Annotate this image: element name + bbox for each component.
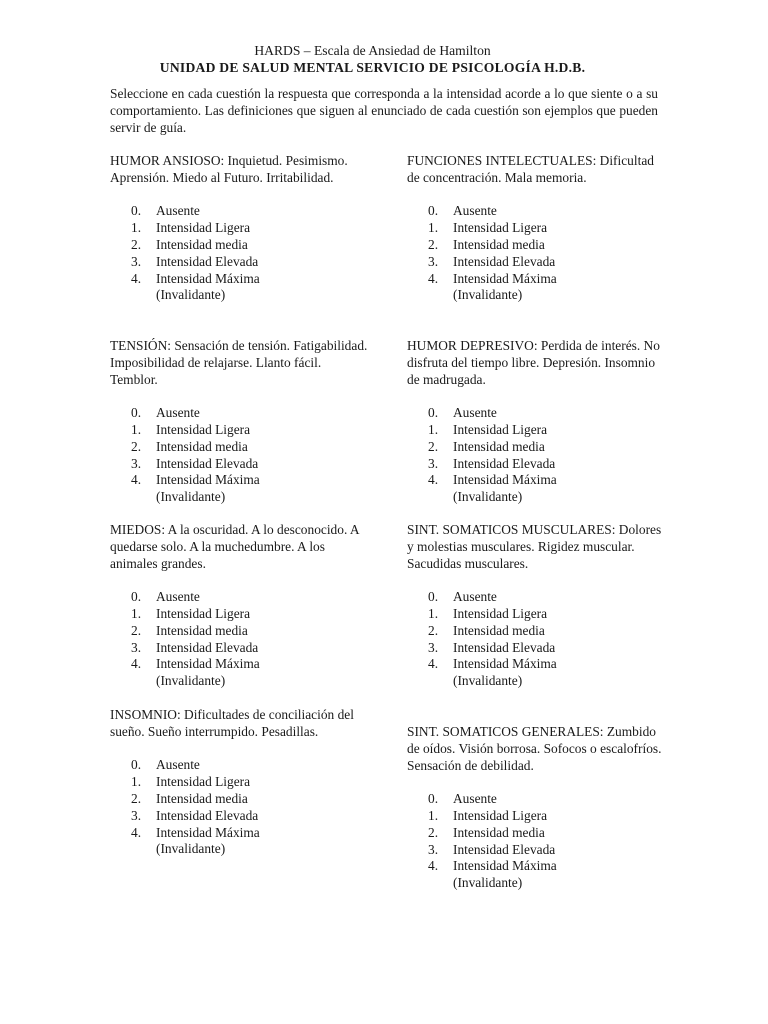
option-number: 4. bbox=[428, 656, 439, 672]
option-note: (Invalidante) bbox=[156, 287, 226, 303]
answer-option[interactable] bbox=[110, 472, 372, 489]
option-number: 0. bbox=[131, 589, 142, 605]
option-label: Intensidad Elevada bbox=[156, 639, 259, 655]
option-number: 1. bbox=[428, 605, 439, 621]
answer-option[interactable] bbox=[110, 203, 372, 220]
answer-option[interactable] bbox=[110, 656, 372, 673]
option-label: Ausente bbox=[156, 757, 200, 773]
option-number: 0. bbox=[428, 589, 439, 605]
option-number: 3. bbox=[428, 841, 439, 857]
question-description: HUMOR DEPRESIVO: Perdida de interés. No disfruta del tiempo libre. Depresión. Insomnio de madrugada. bbox=[407, 338, 660, 387]
option-note: (Invalidante) bbox=[453, 673, 523, 689]
option-number: 1. bbox=[131, 220, 142, 236]
document-title: HARDS – Escala de Ansiedad de Hamilton bbox=[254, 43, 491, 58]
option-number: 2. bbox=[428, 824, 439, 840]
answer-option[interactable] bbox=[407, 220, 669, 237]
option-label: Intensidad Ligera bbox=[453, 421, 548, 437]
option-label: Intensidad Elevada bbox=[453, 253, 556, 269]
option-number: 1. bbox=[428, 220, 439, 236]
option-number: 4. bbox=[428, 270, 439, 286]
option-number: 3. bbox=[428, 455, 439, 471]
option-label: Ausente bbox=[453, 791, 497, 807]
answer-option[interactable] bbox=[407, 640, 669, 657]
option-number: 1. bbox=[131, 774, 142, 790]
answer-option[interactable] bbox=[407, 472, 669, 489]
question-block bbox=[110, 338, 372, 522]
option-note: (Invalidante) bbox=[156, 841, 226, 857]
option-label: Intensidad media bbox=[156, 790, 248, 806]
answer-option[interactable] bbox=[110, 422, 372, 439]
option-note: (Invalidante) bbox=[156, 673, 226, 689]
question-description: SINT. SOMATICOS MUSCULARES: Dolores y molestias musculares. Rigidez muscular. Sacudidas musculares. bbox=[407, 522, 662, 571]
option-label: Intensidad Ligera bbox=[156, 220, 251, 236]
option-label: Ausente bbox=[156, 203, 200, 219]
option-number: 4. bbox=[131, 270, 142, 286]
option-number: 2. bbox=[428, 236, 439, 252]
option-number: 0. bbox=[428, 203, 439, 219]
answer-options bbox=[407, 589, 669, 673]
answer-option[interactable] bbox=[407, 456, 669, 473]
answer-option[interactable] bbox=[110, 439, 372, 456]
question-block bbox=[407, 522, 669, 724]
answer-option[interactable] bbox=[407, 254, 669, 271]
answer-options bbox=[110, 405, 372, 489]
answer-option[interactable] bbox=[407, 606, 669, 623]
option-label: Intensidad Máxima bbox=[453, 472, 557, 488]
questions-column-left bbox=[110, 153, 372, 887]
option-label: Intensidad media bbox=[156, 438, 248, 454]
option-number: 3. bbox=[428, 253, 439, 269]
option-number: 3. bbox=[428, 639, 439, 655]
answer-option[interactable] bbox=[407, 589, 669, 606]
answer-options bbox=[110, 203, 372, 287]
answer-options bbox=[407, 791, 669, 875]
option-label: Intensidad Máxima bbox=[156, 656, 260, 672]
answer-option[interactable] bbox=[110, 271, 372, 288]
answer-option[interactable] bbox=[407, 237, 669, 254]
option-label: Ausente bbox=[453, 405, 497, 421]
option-number: 4. bbox=[428, 472, 439, 488]
question-block bbox=[110, 522, 372, 707]
option-label: Intensidad Máxima bbox=[156, 824, 260, 840]
option-label: Intensidad media bbox=[156, 622, 248, 638]
option-label: Intensidad Ligera bbox=[156, 421, 251, 437]
question-description: TENSIÓN: Sensación de tensión. Fatigabilidad. Imposibilidad de relajarse. Llanto fácil. Temblor. bbox=[110, 338, 368, 387]
option-number: 4. bbox=[428, 858, 439, 874]
answer-option[interactable] bbox=[407, 623, 669, 640]
option-number: 4. bbox=[131, 656, 142, 672]
answer-options bbox=[407, 405, 669, 489]
answer-option[interactable] bbox=[110, 456, 372, 473]
option-number: 2. bbox=[131, 438, 142, 454]
option-label: Ausente bbox=[156, 589, 200, 605]
question-block bbox=[407, 338, 669, 522]
option-note: (Invalidante) bbox=[453, 875, 523, 891]
answer-option[interactable] bbox=[407, 271, 669, 288]
option-number: 0. bbox=[131, 203, 142, 219]
answer-option[interactable] bbox=[110, 405, 372, 422]
answer-option[interactable] bbox=[110, 220, 372, 237]
question-block bbox=[110, 707, 372, 887]
option-label: Intensidad Máxima bbox=[453, 858, 557, 874]
option-number: 2. bbox=[131, 790, 142, 806]
answer-option[interactable] bbox=[110, 757, 372, 774]
answer-option[interactable] bbox=[110, 589, 372, 606]
option-number: 3. bbox=[131, 807, 142, 823]
question-description: MIEDOS: A la oscuridad. A lo desconocido. A quedarse solo. A la muchedumbre. A los animales grandes. bbox=[110, 522, 359, 571]
option-label: Intensidad Ligera bbox=[156, 774, 251, 790]
option-label: Intensidad Máxima bbox=[453, 270, 557, 286]
answer-options bbox=[110, 589, 372, 673]
option-number: 2. bbox=[428, 622, 439, 638]
answer-options bbox=[110, 757, 372, 841]
answer-option[interactable] bbox=[110, 808, 372, 825]
answer-option[interactable] bbox=[407, 808, 669, 825]
option-label: Intensidad Ligera bbox=[453, 220, 548, 236]
questions-column-right bbox=[407, 153, 669, 924]
option-number: 0. bbox=[131, 405, 142, 421]
option-number: 0. bbox=[131, 757, 142, 773]
option-note: (Invalidante) bbox=[453, 287, 523, 303]
question-block bbox=[110, 153, 372, 338]
option-label: Intensidad Elevada bbox=[453, 841, 556, 857]
option-number: 2. bbox=[131, 622, 142, 638]
answer-option[interactable] bbox=[110, 237, 372, 254]
option-number: 4. bbox=[131, 472, 142, 488]
question-description: HUMOR ANSIOSO: Inquietud. Pesimismo. Aprensión. Miedo al Futuro. Irritabilidad. bbox=[110, 153, 348, 185]
option-label: Intensidad Elevada bbox=[156, 807, 259, 823]
answer-option[interactable] bbox=[110, 623, 372, 640]
answer-option[interactable] bbox=[407, 656, 669, 673]
option-label: Ausente bbox=[453, 589, 497, 605]
question-block bbox=[407, 153, 669, 338]
option-label: Intensidad Máxima bbox=[156, 472, 260, 488]
answer-option[interactable] bbox=[407, 405, 669, 422]
option-number: 3. bbox=[131, 639, 142, 655]
option-number: 1. bbox=[428, 807, 439, 823]
option-label: Intensidad media bbox=[453, 438, 545, 454]
option-label: Ausente bbox=[453, 203, 497, 219]
answer-option[interactable] bbox=[407, 825, 669, 842]
option-label: Intensidad media bbox=[453, 236, 545, 252]
option-number: 1. bbox=[131, 605, 142, 621]
option-label: Intensidad Ligera bbox=[453, 807, 548, 823]
option-number: 4. bbox=[131, 824, 142, 840]
option-label: Intensidad Ligera bbox=[156, 605, 251, 621]
option-label: Intensidad Máxima bbox=[453, 656, 557, 672]
option-number: 0. bbox=[428, 791, 439, 807]
option-label: Intensidad Elevada bbox=[453, 639, 556, 655]
option-note: (Invalidante) bbox=[453, 489, 523, 505]
option-label: Intensidad media bbox=[156, 236, 248, 252]
option-label: Intensidad Máxima bbox=[156, 270, 260, 286]
option-label: Ausente bbox=[156, 405, 200, 421]
question-description: FUNCIONES INTELECTUALES: Dificultad de concentración. Mala memoria. bbox=[407, 153, 654, 185]
option-number: 0. bbox=[428, 405, 439, 421]
answer-option[interactable] bbox=[110, 640, 372, 657]
answer-option[interactable] bbox=[407, 439, 669, 456]
option-label: Intensidad Ligera bbox=[453, 605, 548, 621]
answer-option[interactable] bbox=[407, 422, 669, 439]
answer-option[interactable] bbox=[110, 825, 372, 842]
option-number: 1. bbox=[131, 421, 142, 437]
answer-option[interactable] bbox=[407, 791, 669, 808]
option-number: 2. bbox=[428, 438, 439, 454]
answer-options bbox=[407, 203, 669, 287]
document-subtitle: UNIDAD DE SALUD MENTAL SERVICIO DE PSICOLOGÍA H.D.B. bbox=[159, 60, 586, 75]
option-number: 3. bbox=[131, 455, 142, 471]
question-description: SINT. SOMATICOS GENERALES: Zumbido de oídos. Visión borrosa. Sofocos o escalofríos. Sensación de debilidad. bbox=[407, 724, 662, 773]
option-label: Intensidad Elevada bbox=[453, 455, 556, 471]
instructions-paragraph: Seleccione en cada cuestión la respuesta que corresponda a la intensidad acorde a lo que siente o a su comportamiento. Las definiciones que siguen al enunciado de cada cuestión son ejemplos que pueden servir de guía. bbox=[110, 86, 658, 135]
answer-option[interactable] bbox=[407, 842, 669, 859]
answer-option[interactable] bbox=[110, 254, 372, 271]
answer-option[interactable] bbox=[110, 774, 372, 791]
question-block bbox=[407, 724, 669, 924]
question-description: INSOMNIO: Dificultades de conciliación del sueño. Sueño interrumpido. Pesadillas. bbox=[110, 707, 354, 739]
option-number: 1. bbox=[428, 421, 439, 437]
option-note: (Invalidante) bbox=[156, 489, 226, 505]
option-label: Intensidad media bbox=[453, 824, 545, 840]
option-label: Intensidad media bbox=[453, 622, 545, 638]
option-label: Intensidad Elevada bbox=[156, 455, 259, 471]
answer-option[interactable] bbox=[407, 858, 669, 875]
answer-option[interactable] bbox=[110, 606, 372, 623]
option-number: 3. bbox=[131, 253, 142, 269]
answer-option[interactable] bbox=[407, 203, 669, 220]
option-label: Intensidad Elevada bbox=[156, 253, 259, 269]
option-number: 2. bbox=[131, 236, 142, 252]
answer-option[interactable] bbox=[110, 791, 372, 808]
